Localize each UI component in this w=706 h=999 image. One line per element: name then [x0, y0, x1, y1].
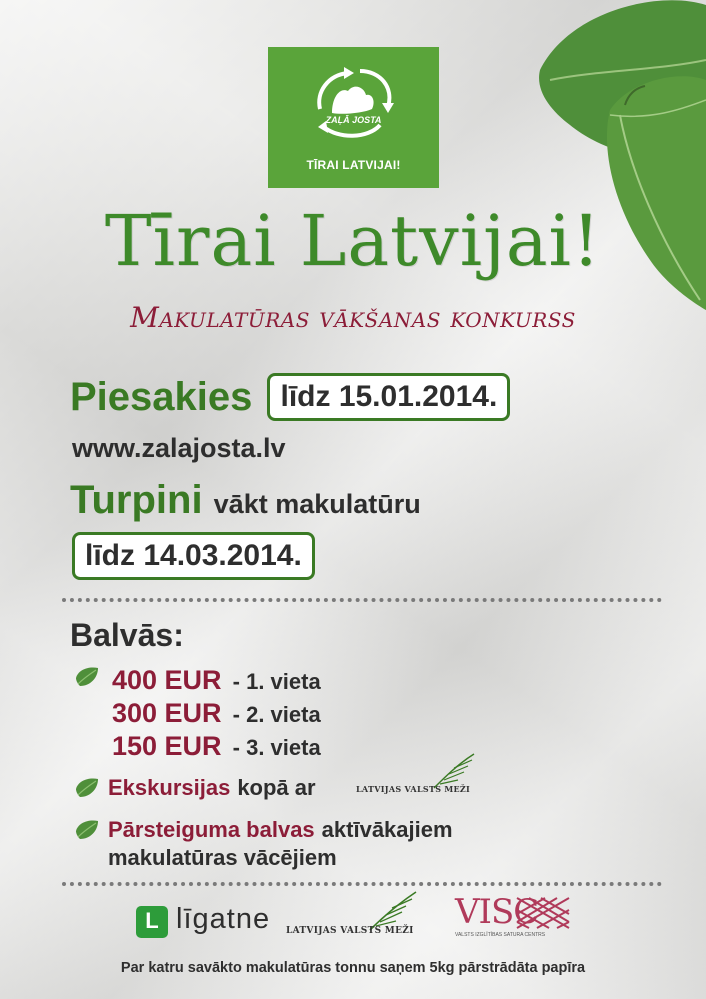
surprise-line [108, 815, 453, 846]
prize-second [112, 697, 321, 733]
divider-top [62, 598, 662, 602]
prize-place: - 3. vieta [232, 735, 321, 760]
ligatne-logo-mark [136, 906, 168, 938]
leaf-bullet-icon [74, 777, 100, 799]
visc-subtitle: VALSTS IZGLĪTĪBAS SATURA CENTRS [455, 932, 546, 938]
prize-place: - 1. vieta [232, 669, 321, 694]
lvm-name: LATVIJAS VALSTS MEŽI [286, 926, 414, 936]
excursions-highlight: Ekskursijas [108, 775, 231, 800]
poster-subtitle: Makulatūras vākšanas konkurss [130, 301, 576, 334]
ligatne-logo-text: līgatne [176, 903, 271, 935]
prize-amount: 300 EUR [112, 698, 222, 728]
prize-place: - 2. vieta [232, 702, 321, 727]
surprise-highlight: Pārsteiguma balvas [108, 817, 315, 842]
zala-josta-logo [268, 47, 439, 188]
prize-amount: 400 EUR [112, 665, 222, 695]
excursions-line [108, 773, 316, 804]
divider-bottom [62, 882, 662, 886]
excursions-text: kopā ar [237, 775, 316, 800]
recycle-arrows-icon [268, 47, 439, 157]
apply-row [70, 372, 510, 430]
ligatne-letter: L [145, 908, 159, 933]
prize-first [112, 664, 321, 700]
lvm-logo-large [284, 890, 420, 938]
continue-text: vākt makulatūru [213, 489, 421, 519]
continue-row [70, 475, 421, 533]
visc-name: VISC [455, 892, 539, 932]
logo-inner-text: ZAĻĀ JOSTA [325, 115, 382, 125]
lvm-name: LATVIJAS VALSTS MEŽI [356, 784, 471, 794]
prize-amount: 150 EUR [112, 731, 222, 761]
apply-deadline-badge: līdz 15.01.2014. [267, 373, 510, 421]
continue-lead: Turpini [70, 478, 203, 522]
surprise-line-2: makulatūras vācējiem [108, 845, 337, 870]
visc-pattern-icon [515, 896, 571, 930]
leaf-bullet-icon [74, 819, 100, 841]
leaf-bullet-icon [74, 666, 100, 688]
surprise-text: aktīvākajiem [321, 817, 453, 842]
lvm-logo-small [354, 752, 478, 796]
prizes-heading: Balvās: [70, 617, 184, 653]
prize-third [112, 730, 321, 766]
continue-deadline-badge: līdz 14.03.2014. [72, 532, 315, 580]
apply-lead: Piesakies [70, 375, 253, 419]
continue-deadline-row [72, 532, 315, 580]
poster-title: Tīrai Latvijai! [104, 200, 602, 282]
visc-logo [455, 892, 546, 938]
footer-note: Par katru savākto makulatūras tonnu saņem 5kg pārstrādāta papīra [120, 960, 586, 976]
logo-caption: TĪRAI LATVIJAI! [306, 158, 401, 172]
website-link[interactable]: www.zalajosta.lv [72, 433, 286, 463]
